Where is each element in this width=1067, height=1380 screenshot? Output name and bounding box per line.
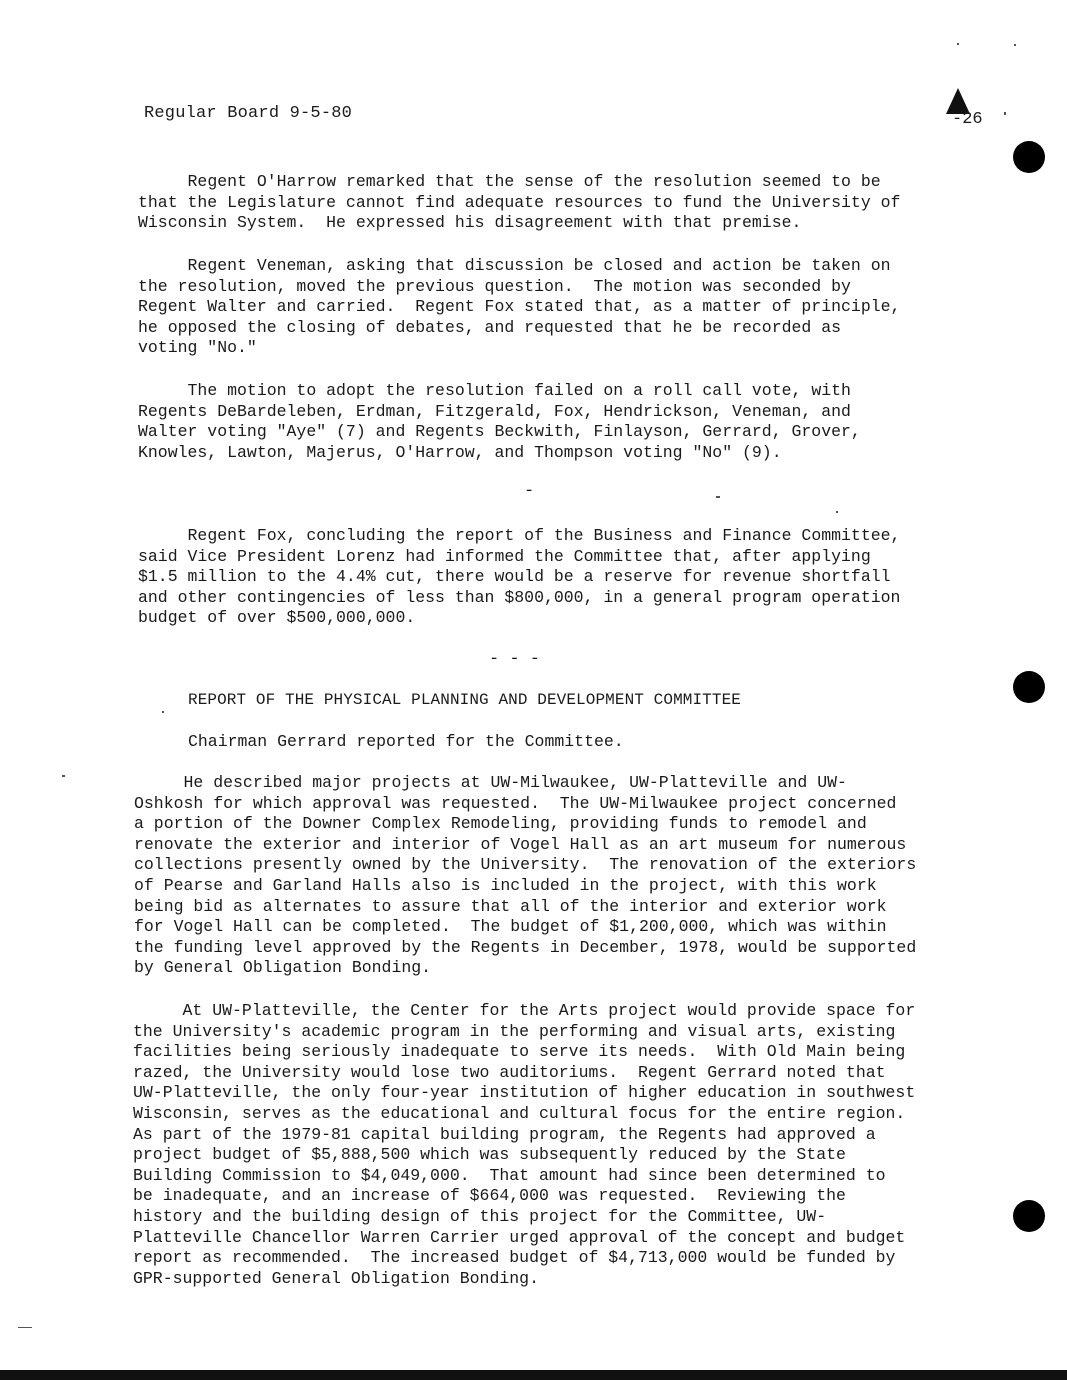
scan-speck	[1004, 112, 1006, 115]
scan-speck	[957, 43, 959, 45]
binder-hole-bottom	[1013, 1200, 1045, 1232]
paragraph-roll-call-vote: The motion to adopt the resolution failed on a roll call vote, with Regents DeBardeleben, Erdman, Fitzgerald, Fox, Hendrickson, Veneman, and Walter voting "Aye" (7) and Regents Beckwith, Finlayson, Gerrard, Grover, Knowles, Lawton, Majerus, O'Harrow, and Thompson voting "No" (9).	[138, 381, 861, 462]
scan-speck	[62, 775, 65, 777]
scan-bottom-edge	[0, 1370, 1067, 1380]
paragraph-veneman: Regent Veneman, asking that discussion be closed and action be taken on the resolution, moved the previous question. The motion was seconded by Regent Walter and carried. Regent Fox stated that, as a matter of principle, he opposed the closing of debates, and requested that he be recorded as voting "No."	[138, 256, 901, 358]
paragraph-oharrow: Regent O'Harrow remarked that the sense of the resolution seemed to be that the Legislature cannot find adequate resources to fund the University of Wisconsin System. He expressed his disagreement with that premise.	[138, 172, 901, 233]
binder-hole-top	[1013, 141, 1045, 173]
page-header-title: Regular Board 9-5-80	[144, 104, 353, 123]
section-divider-single: -	[524, 482, 535, 501]
paragraph-major-projects: He described major projects at UW-Milwaukee, UW-Platteville and UW- Oshkosh for which approval was requested. The UW-Milwaukee project concerned a portion of the Downer Complex Remodeling, providing funds to remodel and renovate the exterior and interior of Vogel Hall as an art museum for numerous collections presently owned by the University. The renovation of the exteriors of Pearse and Garland Halls also is included in the project, with this work being bid as alternates to assure that all of the interior and exterior work for Vogel Hall can be completed. The budget of $1,200,000, which was within the funding level approved by the Regents in December, 1978, would be supported by General Obligation Bonding.	[134, 773, 917, 978]
scan-speck	[1014, 44, 1016, 46]
paragraph-fox-report: Regent Fox, concluding the report of the Business and Finance Committee, said Vice President Lorenz had informed the Committee that, after applying $1.5 million to the 4.4% cut, there would be a reserve for revenue shortfall and other contingencies of less than $800,000, in a general program operation budget of over $500,000,000.	[138, 526, 901, 628]
page-number: -26	[952, 110, 983, 129]
section-subheading: Chairman Gerrard reported for the Committee.	[188, 732, 624, 751]
paragraph-platteville: At UW-Platteville, the Center for the Arts project would provide space for the University's academic program in the performing and visual arts, existing facilities being seriously inadequate to serve its needs. With Old Main being razed, the University would lose two auditoriums. Regent Gerrard noted that UW-Platteville, the only four-year institution of higher education in southwest Wisconsin, serves as the educational and cultural focus for the entire region. As part of the 1979-81 capital building program, the Regents had approved a project budget of $5,888,500 which was subsequently reduced by the State Building Commission to $4,049,000. That amount had since been determined to be inadequate, and an increase of $664,000 was requested. Reviewing the history and the building design of this project for the Committee, UW- Platteville Chancellor Warren Carrier urged approval of the concept and budget report as recommended. The increased budget of $4,713,000 would be funded by GPR-supported General Obligation Bonding.	[133, 1001, 916, 1288]
scan-speck	[836, 511, 838, 513]
section-heading: REPORT OF THE PHYSICAL PLANNING AND DEVELOPMENT COMMITTEE	[188, 691, 741, 709]
scan-speck	[716, 496, 720, 498]
section-divider-triple: - - -	[489, 650, 541, 669]
binder-hole-middle	[1013, 671, 1045, 703]
scan-speck	[18, 1327, 32, 1328]
scan-speck	[162, 711, 164, 713]
